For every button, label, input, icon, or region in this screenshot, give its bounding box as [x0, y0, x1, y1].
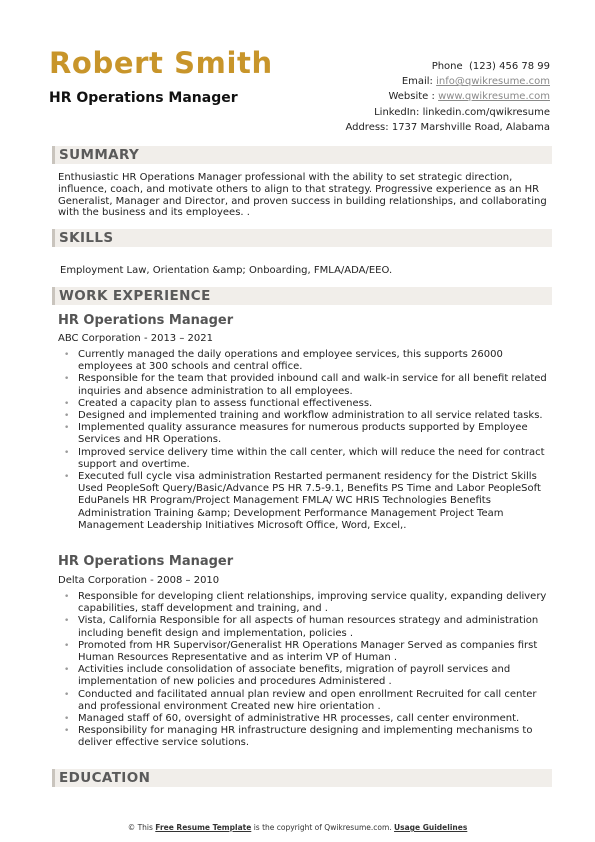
- list-item: • Currently managed the daily operations and employee services, this supports 26000 employees at 300 schools and central office.: [62, 349, 552, 373]
- list-item: • Improved service delivery time within the call center, which will reduce the need for contract support and overtime.: [62, 447, 552, 471]
- work-section-header: [52, 287, 552, 305]
- contact-email-row: [345, 74, 550, 89]
- usage-guidelines-link[interactable]: Usage Guidelines: [394, 823, 468, 832]
- job-title: HR Operations Manager: [58, 313, 234, 328]
- contact-linkedin-row: [345, 105, 550, 120]
- address-label: Address:: [345, 121, 389, 133]
- linkedin-label: LinkedIn:: [374, 106, 420, 118]
- skills-section-header: [52, 229, 552, 247]
- email-label: Email:: [401, 76, 433, 88]
- list-item: • Designed and implemented training and workflow administration to all service related tasks.: [62, 410, 552, 422]
- summary-text: Enthusiastic HR Operations Manager professional with the ability to set strategic direction, influence, coach, and motivate others to align to that strategy. Progressive experience as an HR Generalist, Manager and Director, and proven success in building relationships, and collaborating with the business and its employees. .: [58, 172, 547, 219]
- skills-text: Employment Law, Orientation &amp; Onboarding, FMLA/ADA/EEO.: [60, 265, 393, 276]
- copyright-footer: [0, 823, 595, 832]
- free-resume-template-link[interactable]: Free Resume Template: [155, 823, 252, 832]
- list-item: • Responsible for developing client relationships, improving service quality, expanding delivery capabilities, staff development and training, and .: [62, 591, 552, 615]
- list-item: • Conducted and facilitated annual plan review and open enrollment Recruited for call center and professional environment Created new hire orientation .: [62, 689, 552, 713]
- list-item: • Promoted from HR Supervisor/Generalist HR Operations Manager Served as companies first Human Resources Representative and as interim VP of Human .: [62, 640, 552, 664]
- candidate-name: Robert Smith: [49, 46, 273, 80]
- contact-address-row: [345, 120, 550, 135]
- contact-phone-row: [345, 59, 550, 74]
- list-item: • Responsibility for managing HR infrastructure designing and implementing mechanisms to deliver effective service solutions.: [62, 725, 552, 749]
- linkedin-value: linkedin.com/qwikresume: [422, 106, 550, 118]
- candidate-title: HR Operations Manager: [49, 90, 238, 106]
- job-bullets: [62, 591, 552, 750]
- email-link[interactable]: info@qwikresume.com: [436, 76, 550, 88]
- phone-value: (123) 456 78 99: [469, 61, 550, 72]
- job-bullets: [62, 349, 552, 532]
- contact-website-row: [345, 89, 550, 104]
- website-label: Website :: [388, 91, 435, 103]
- list-item: • Activities include consolidation of associate benefits, migration of payroll services and implementation of new policies and procedures Administered .: [62, 664, 552, 688]
- summary-heading: SUMMARY: [59, 147, 140, 163]
- education-heading: EDUCATION: [59, 770, 151, 786]
- skills-heading: SKILLS: [59, 230, 114, 246]
- footer-middle: is the copyright of Qwikresume.com.: [253, 823, 392, 832]
- summary-section-header: [52, 146, 552, 164]
- address-value: 1737 Marshville Road, Alabama: [391, 121, 550, 133]
- list-item: • Responsible for the team that provided inbound call and walk-in service for all benefit related inquiries and absence administration to all employees.: [62, 373, 552, 397]
- website-link[interactable]: www.qwikresume.com: [438, 91, 550, 103]
- list-item: • Created a capacity plan to assess functional effectiveness.: [62, 398, 552, 410]
- list-item: • Implemented quality assurance measures for numerous products supported by Employee Services and HR Operations.: [62, 422, 552, 446]
- education-section-header: [52, 769, 552, 787]
- footer-prefix: © This: [127, 823, 153, 832]
- list-item: • Vista, California Responsible for all aspects of human resources strategy and administration including benefit design and implementation, policies .: [62, 615, 552, 639]
- work-heading: WORK EXPERIENCE: [59, 288, 211, 304]
- job-company: Delta Corporation - 2008 – 2010: [58, 575, 220, 586]
- contact-block: [345, 59, 550, 135]
- job-title: HR Operations Manager: [58, 554, 234, 569]
- list-item: • Executed full cycle visa administration Restarted permanent residency for the District Skills Used PeopleSoft Query/Basic/Advance PS HR 7.5-9.1, Benefits PS Time and Labor PeopleSoft EduPanels HR Program/Project Management FMLA/ WC HRIS Technologies Benefits Administration Training &amp; Development Performance Management Project Team Management Leadership Initiatives Microsoft Office, Word, Excel,.: [62, 471, 552, 532]
- job-company: ABC Corporation - 2013 – 2021: [58, 333, 213, 344]
- list-item: • Managed staff of 60, oversight of administrative HR processes, call center environment.: [62, 713, 552, 725]
- phone-label: Phone: [431, 61, 463, 72]
